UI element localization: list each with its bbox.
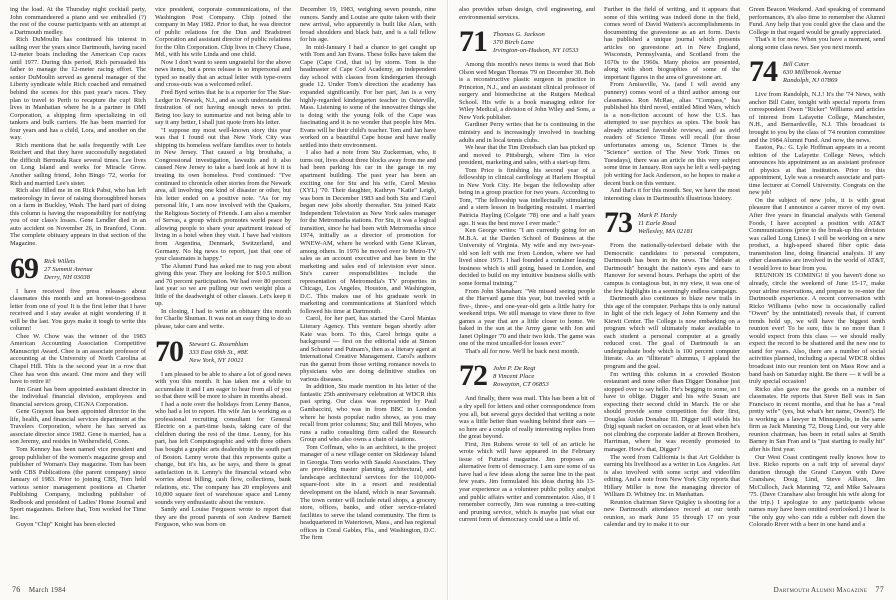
page-number: 76 [12,585,21,594]
class-secretary [493,29,579,55]
class-header-74 [749,55,885,89]
paragraph: From John Shanahan: "We missed seeing people at the Harvard game this year, but traveled with a five-, three-, and one-year-old gets a little hairy for weekend trips. We still manage to view three to five games a year that are a little closer to home. We baked in the sun at the Army game with Jon and Janet Oplinger '70 and their two kids. The game was one of the most uncalled-for losses ever." [459,287,595,348]
class-secretary [44,256,93,282]
secretary-address: 333 East 69th St., #8E [189,348,248,356]
class-year: 73 [604,206,632,240]
page-number: 77 [875,585,884,594]
paragraph: I am pleased to be able to share a lot of good news with you this month. It has taken me a while to accumulate it and I am eager to hear from all of you so that there will be more to share in months ahead. [155,370,291,401]
class-secretary [189,339,248,365]
paragraph: Jim Grant has been appointed assistant director in the individual financial division, employees and financial services group, CIGNA Corporation. [10,385,146,408]
paragraph: I had a note over the holidays from Lenny Banos, who had a lot to report. His wife Jan is working as a professional recruiting consultant for General Electric on a part-time basis, taking care of the children during the rest of the time. Lenny, for his part, has left Computographic and with three others has bought a graphic arts dealership in the south part of Boston. Lenny wrote that this represents quite a change, but it's his, as he says, and there is great satisfaction in it. Lenny's the financial wizard who worries about billing, cash flow, collections, bank relations, etc. The company has 20 employees and 10,000 square feet of warehouse space and Lenny sounds very enthusiastic about the venture. [155,400,291,506]
paragraph: In addition, Stu made mention in his letter of the fantastic 25th anniversary celebration at WDCR this past spring. Our class was represented by Paul Gambaccini, who was in from BBC in London where he hosts popular radio shows, as you may recall from prior columns; Stu; and Bill Moyes, who runs a radio consulting firm called the Research Group and who also owns a chain of stations. [300,383,436,444]
secretary-name: Stewart G. Rosenblum [189,340,249,348]
paragraph: And that's it for this month. See, we have the most interesting class in Dartmouth's illustrious history. [604,187,740,202]
paragraph: Rich also filled me in on Rick Pabst, who has left meteorology in favor of raising thoroughbred horses on a farm in Buckley, Wash. The hard part of doing this column is having the responsibility for notifying you of our class's losses. Gene Lendler died in an auto accident on November 26, in Branford, Conn. The complete obituary appears in that section of the Magazine. [10,187,146,247]
paragraph: December 19, 1983, weighing seven pounds, nine ounces. Sandy and Louise are quite taken with their new arrival, who apparently is built like Alan, with broad shoulders and black hair, and is a tall fellow for his age. [300,6,436,44]
paragraph: Rich mentions that he sails frequently with Lee Reichert and that they have successfully negotiated the difficult Bermuda Race several times. Lee lives on Long Island and works for Miracle Grow. Another sailing friend, John Bingo '72, works for Rich and married Lee's sister. [10,141,146,187]
paragraph: Ken George writes: "I am currently going for an M.B.A. at the Darden School of Business at the University of Virginia. My wife and my two-year-old son left with me from London, where we had lived since 1975. I had founded a container leasing business which is still going, based in London, and decided to build on my intuitive business skills with some formal training." [459,227,595,287]
paragraph: Guyon "Chip" Knight has been elected [16,521,116,529]
class-header-71 [459,25,595,59]
right-page [449,0,896,600]
secretary-city: New York, NY 10021 [189,356,244,364]
class-secretary [638,210,693,236]
paragraph: The Alumni Fund has asked me to nag you about giving this year. They are looking for $10.5 million and 70 percent participation. We had over 80 percent last year so we are pulling our own weight plus a little of the deadweight of other classes. Let's keep it up. [155,262,291,308]
paragraph: Green Beacon Weekend. And speaking of command performances, it's also time to remember the Alumni Fund. Any help that you could give the class and the College in that regard would be greatly appreciated. [749,6,885,36]
class-year: 74 [749,55,777,89]
paragraph: That's all for now. We'll be back next month. [465,347,580,355]
secretary-address: 27 Summit Avenue [44,265,93,273]
secretary-city: Rowayton, CT 06853 [493,381,549,389]
paragraph: ing the load. At the Thursday night cocktail party, John commandeered a piano and we enthralled (?) the rest of the course participants with an attempt at a Dartmouth medley. [10,6,146,36]
paragraph: The word from California is that Art Goldsher is earning his livelihood as a writer in Los Angeles. Art is also involved with some script and videofilm editing. And a note from New York City reports that Hillary Miller is now the managing director of William D. Whitney Inc. in Manhattan. [604,453,740,499]
paragraph: First, Jim Rubens wrote to tell of an article he wrote which will have appeared in the February issue of Futurist magazine. Jim proposes an alternative form of democracy. I am sure some of us have had a few ideas along the same line in the past few years. Jim formulated his ideas during his 13-year experience as a volunteer public policy analyst and public affairs writer and commentator. Also, if I remember correctly, Jim was running a tree-cutting and pruning service, which is maybe just what our current form of democracy could use a little of. [459,440,595,524]
paragraph: Easton, Pa.: G. Lyle Hoffman appears in a recent edition of the Lafayette College News, which announces his appointment as an assistant professor of physics at that institution. Prior to this appointment, Lyle was a research associate and part-time lecturer at Cornell University. Congrats on the new job! [749,144,885,197]
right-column-2 [604,6,740,529]
secretary-name: Thomas G. Jackson [493,31,545,39]
secretary-city: Derry, NH 03038 [44,273,90,281]
class-year: 71 [459,25,487,59]
paragraph: In mid-January I had a chance to get caught up with Tom and Jan Evans. These folks have taken the Cape (Cape Cod, that is) by storm. Tom is the headmaster of Cape Cod Academy, an independent day school with classes from kindergarten through grade 12. Under Tom's direction the academy has expanded significantly. For her part, Jan is a very highly-regarded kindergarten teacher in Osterville, Mass. Listening to some of the innovative things she is doing with the young folk of the Cape was fascinating and it is no wonder that people hire Mrs. Evans will be their child's teacher. Tom and Jan have worked on a beautiful Cape house and have really settled into their environment. [300,43,436,149]
class-secretary [783,59,841,85]
paragraph: vice president, corporate communications, of the Washington Post Company. Chip joined the company in May 1982. Prior to that, he was director of public relations for the Dun and Bradstreet Corporation and assistant director of public relations for the Olin Corporation. Chip lives in Chevy Chase, Md., with his wife Linda and one child. [155,6,291,59]
left-column-3 [300,6,436,542]
class-year: 70 [155,334,183,368]
secretary-city: Randolph, NJ 07869 [783,77,838,85]
class-secretary [493,363,549,389]
paragraph: We hear that the Tim Dreisbach clan has picked up and moved to Pittsburgh, where Tim is vice president, marketing and sales, with a start-up firm. [459,144,595,167]
left-column-1 [10,6,146,529]
paragraph: I also had a note from Stu Zuckerman, who, it turns out, lives about three blocks away from me and had been parking his car in the garage in my apartment building. The past year has been an exciting one for Stu and his wife, Carol Mesiss (XYL) '70. Their daughter, Kathryn "Katie" Leigh, was born in December 1983 and both Stu and Carol began new jobs shortly thereafter. Stu joined Katz Independent Television as New York sales manager for the Metromedia stations. For Stu, it was a logical transition, since he had been with Metromedia since 1974, initially as a director of promotion for WNEW-AM, where he worked with Gene Klavan, among others. In 1976 he moved over to Metro-TV sales as an account executive and has been in the marketing and sales end of television ever since. Stu's career responsibilities include the representation of Metromedia's TV properties in Chicago, Los Angeles, Houston, and Washington, D.C. This makes use of his graduate work in marketing and communications at Stanford which followed his time at Dartmouth. [300,149,436,315]
left-column-2 [155,6,291,529]
paragraph: I have received five press releases about classmates this month and an honest-to-goodness letter from one of you! It is the first letter that I have received and I stay awake at night wondering if it will be the last. You guys make it tough to write this column! [10,287,146,333]
left-footer [12,585,66,594]
paragraph: Among this month's news items is word that Bob Olson wed Megan Thomas '79 on December 30. Bob is a reconstructive plastic surgeon in practice in Princeton, N.J., and an assistant clinical professor of surgery and biomedicine at the Rutgers Medical School. His wife is a book managing editor for Wiley Medical, a division of John Wiley and Sons, a New York publisher. [459,61,595,121]
paragraph: Our West Coast contingent really knows how to live. Ricko reports on a raft trip of several days' duration through the Grand Canyon with Dave Cranshaw, Doug Lind, Steve Allison, Jim McCulloch, Jack Manning '72, and Mike Salvaara '75. (Dave Cranshaw also brought his wife along for the trip.) I apologize to any participants whose names may have been omitted overlooked.) I hear is "the only guy who can ride a rubber raft down the Colorado River with a beer in one hand and a [749,453,885,529]
right-footer [774,585,884,594]
paragraph: Tom Price is finishing his second year of a fellowship in clinical cardiology at Harlem Hospital in New York City. He began the fellowship after being in a group practice for two years. According to Tom, "The fellowship was intellectually stimulating and a stern lesson in budgeting restraint. I married Patricia Hayling (Colgate '78) one and a half years ago. It was the best move I ever made." [459,166,595,227]
class-header-73 [604,206,740,240]
right-column-1 [459,6,595,524]
secretary-address: 11 Earle Road [638,220,676,228]
paragraph: Now I don't want to seem ungrateful for the above news items, but a press release is so impersonal and typed so neatly that an actual letter with type-overs and cross-outs was a welcomed relief. [155,58,291,89]
secretary-name: John P. De Regt [493,365,536,373]
paragraph: Tom Coffman, who is an architect, is the project manager of a new village center on Skidaway Island in Georgia. Tom works with Sasaki Associates. They are providing master planning, architectural, and landscape architectural services for the 110,000-square-foot site in a resort and residential development on the island, which is near Savannah. The town center will include retail shops, a grocery store, offices, banks, and other service-related facilities to serve the island community. The firm is headquartered in Watertown, Mass., and has regional offices in Coral Gables, Fla., and Washington, D.C. The firm [300,443,436,542]
paragraph: Live from Randolph, N.J.! It's the '74 News, with anchor Bill Cater, tonight with special reports from correspondent Owen "Ricker" Williams and articles of interest from Lafayette College, Manchester, N.H., and Bernardsville, N.J. This broadcast is brought to you by the class of '74 reunion committee and the 1984 Alumni Fund. And now, the news. [749,91,885,144]
paragraph: And finally, there was mail. This has been a bit of a dry spell for letters and other correspondence from you all, but several guys decided that writing a note was a little better than washing behind their ears — so here are a couple of really interesting replies from the great beyond. [459,395,595,441]
paragraph: Sandy and Louise Ferguson wrote to report that they are the proud parents of son Andrew Barnett Ferguson, who was born on [155,506,291,529]
class-header-70 [155,334,291,368]
secretary-name: Mark P. Hardy [638,212,678,220]
paragraph: "I suppose my most well-known story this year was that I found out that New York City was shipping its homeless welfare families over to hotels in New Jersey. That caused a big brouhaha, a Congressional investigation, lawsuits and it also caused New Jersey to take a hard look at how it is treating its own homeless. Fred continued: "I've continued to chronicle other stories from the Newark area, all involving one kind of disaster or other, but his letter ended on a positive note. "As for my personal life, I am now involved with the Quakers, the Religious Society of Friends. I am also a member of Servas, a group which promotes world peace by allowing people to share your apartment instead of living in a hotel when they visit. I have had visitors from Argentina, Denmark, Switzerland, and Germany. No big news to report, just that one of your classmates is happy." [155,126,291,263]
paragraph: From the nationally-televised debate with the Democratic candidates to personal computers, Dartmouth has been in the news. The "debate at Dartmouth" brought the nation's eyes and ears to Hanover for several hours. Perhaps the spirit of the campus is contagious but, in my view, it was one of the few highlights in a seemingly endless campaign. [604,242,740,295]
paragraph: I'm writing this column in a crowded Boston restaurant and none other than Digger Donahue just stopped over to say hello. He's begging to some, so I have to oblige. Digger and his wife Susan are expecting their second child in March. He or she should provide some competition for their first, Douglas Aidan Donahue III. Digger still wields his (big) squash racket on occasion, or at least when he's not climbing the corporate ladder at Brown Brothers, Harriman, where he was recently promoted to manager. How's that, Digger? [604,370,740,453]
paragraph: Ricko also gave me the goods on a number of classmates. He reports that Steve Bell was in San Francisco in recent months, and that he has a "real pretty wife" (yes, but what's her name, Owen?). He is working as a lawyer in Minneapolis, in the same firm as Jack Manning '72, Doug Lind, our very able reunion chairman, has been in retail sales at Smith Barney in San Fran and is "just starting to really hit" after his first year. [749,385,885,453]
paragraph: Reunion chairman Steve Quigley is shooting for a new Dartmouth attendance record at our tenth reunion, so mark June 15 through 17 on your calendar and try to make it to our [604,498,740,529]
class-year: 69 [10,251,38,285]
paragraph: In closing, I had to write an obituary this month for Charlie Shuman. It was not an easy thing to do so please, take care and write. [155,307,291,330]
secretary-city: Irvington-on-Hudson, NY 10533 [493,47,579,55]
paragraph: Gardiner Perry writes that he is continuing in the ministry and is increasingly involved in teaching adults and in local tennis clubs. [459,121,595,144]
paragraph: Fred Byrd writes that he is a reporter for The Star-Ledger in Newark, N.J., and as such understands the frustration of not having enough news to print. Being too lazy to summarize and not being able to say it any better, I shall just quote from his letter. [155,89,291,127]
secretary-name: Bill Cater [783,61,810,69]
paragraph: Dartmouth also continues to blaze new trails in this age of the computer. Perhaps this is only natural in light of the rich legacy of John Kemeny and the Kiewit Center. The College is now embarking on a program which will ultimately make available to each student a personal computer at a greatly reduced cost. The goal of Dartmouth is an undergraduate body which is 100 percent computer literate. As an "illiterate" alumnus, I applaud the program and the goal. [604,295,740,370]
magazine-name: Dartmouth Alumni Magazine [773,586,868,594]
paragraph: REUNION IS COMING! If you haven't done so already, circle the weekend of June 15-17, make your airline reservations, and prepare to re-enter the Dartmouth experience. A recent conversation with Ricko Williams (who now is occasionally called "Owen" by the uninitiated) reveals that, if current trends hold up, we will have the biggest tenth reunion ever! To be sure, this is no more than I would expect from this class — we should really expect the record to be shattered and the new one to stand for years. Also, there are a number of social activities planned, including a special WDCR oldies broadcast into our reunion tent on Mass Row and a band bash on Saturday night. Be there — it will be a truly special occasion! [749,272,885,386]
paragraph: Tom Kenney has been named vice president and group publisher of the women's magazine group and publisher of Woman's Day magazine. Tom has been with CBS Publications (the parent company) since January of 1983. Prior to joining CBS, Tom held various senior management positions at Charter Publishing Company, including publisher of Redbook and president of Ladies' Home Journal and Sport magazines. Before that, Tom worked for Time Inc. [10,445,146,521]
class-header-72 [459,359,595,393]
right-column-3 [749,6,885,529]
paragraph: That's it for now. When you have a moment, send along some class news. See you next month. [749,36,885,51]
paragraph: Gene Grayson has been appointed director in the life, health, and financial services department at the Travelers Corporation, where he has served as associate director since 1982. Gene is married, has a son Jeremy, and resides in Wethersfield, Conn. [10,408,146,446]
secretary-address: 8 Vincent Place [493,373,535,381]
paragraph: On the subject of new jobs, it is with great pleasure that I announce a career move of my own. After five years in financial analysis with General Foods, I have accepted a position with AT&T Communications (prior to the break-up this division was called Long Lines). I will be working on a new product, a high-speed shared fiber optic data transmission line, doing financial analysis. If any other classmates are involved in the world of AT&T, I would love to hear from you. [749,196,885,272]
secretary-address: 370 Birch Lane [493,39,534,47]
paragraph: Carol, for her part, has started the Carol Manias Literary Agency. This venture began shortly after Kate was born. To this, Carol brings quite a background — first on the editorial side at Simon and Schuster and Putnam's, then as a literary agent at International Creative Management. Carol's authors run the gamut from those writing romance novels to physicians who are doing definitive studies on various diseases. [300,315,436,383]
paragraph: Rich DuMoulin has continued his interest in sailing over the years since Dartmouth, having raced 12-meter boats including the American Cup races until 1977. During this period, Rich persuaded his father to manage the 12-meter racing effort. The senior DuMoulin served as general manager of the Liberty syndicate while Rich coached and remained behind the scenes for this past year's races. They plan to travel to Perth to recapture the cup! Rich lives in Manhattan where he is a partner in OMI Corporation, a shipping firm specializing in oil tankers and bulk carriers. He has been married for four years and has a child, Lora, and another on the way. [10,36,146,142]
class-header-69 [10,251,146,285]
paragraph: From Amissville, Va. (and I will avoid any punnery) comes word of a third author among our classmates. Ron McRae, alias "Compass," has published his third novel, entitled Mind Wars, which is a non-fiction account of how the U.S. has attempted to use psychics as spies. The book has already attracted favorable reviews, and as avid readers of Science Times will recall (for those unfortunates among us, Science Times is the "Science" section of The New York Times on Tuesdays), there was an article on this very subject some time in January. Ron says he left a well-paying job writing for Jack Anderson, so he hopes to make a decent buck on this venture. [604,81,740,187]
secretary-address: 630 Millbrook Avenue [783,69,842,77]
secretary-city: Wellesley, MA 02181 [638,228,694,236]
paragraph: Chee W. Chow was the winner of the 1983 American Accounting Association Competitive Manuscript Award. Chee is an associate professor of accounting at the University of North Carolina at Chapel Hill. This is the second year in a row that Chee has won this award. One more and they will have to retire it! [10,332,146,386]
paragraph: Further in the field of writing, and it appears that some of this writing was indeed done in the field, comes word of David Watters's accomplishments in documenting the gravestone as an art form. Davis has published a unique journal which presents articles on gravestone art in New England, Wisconsin, Pennsylvania, and Scotland from the 1670s to the 1960s. Many photos are presented, along with short biographies of some of the important figures in the area of gravestone art. [604,6,740,81]
paragraph: also provides urban design, civil engineering, and environmental services. [459,6,595,21]
secretary-name: Rick Willets [44,257,76,265]
class-year: 72 [459,359,487,393]
issue-date: March 1984 [28,586,66,594]
